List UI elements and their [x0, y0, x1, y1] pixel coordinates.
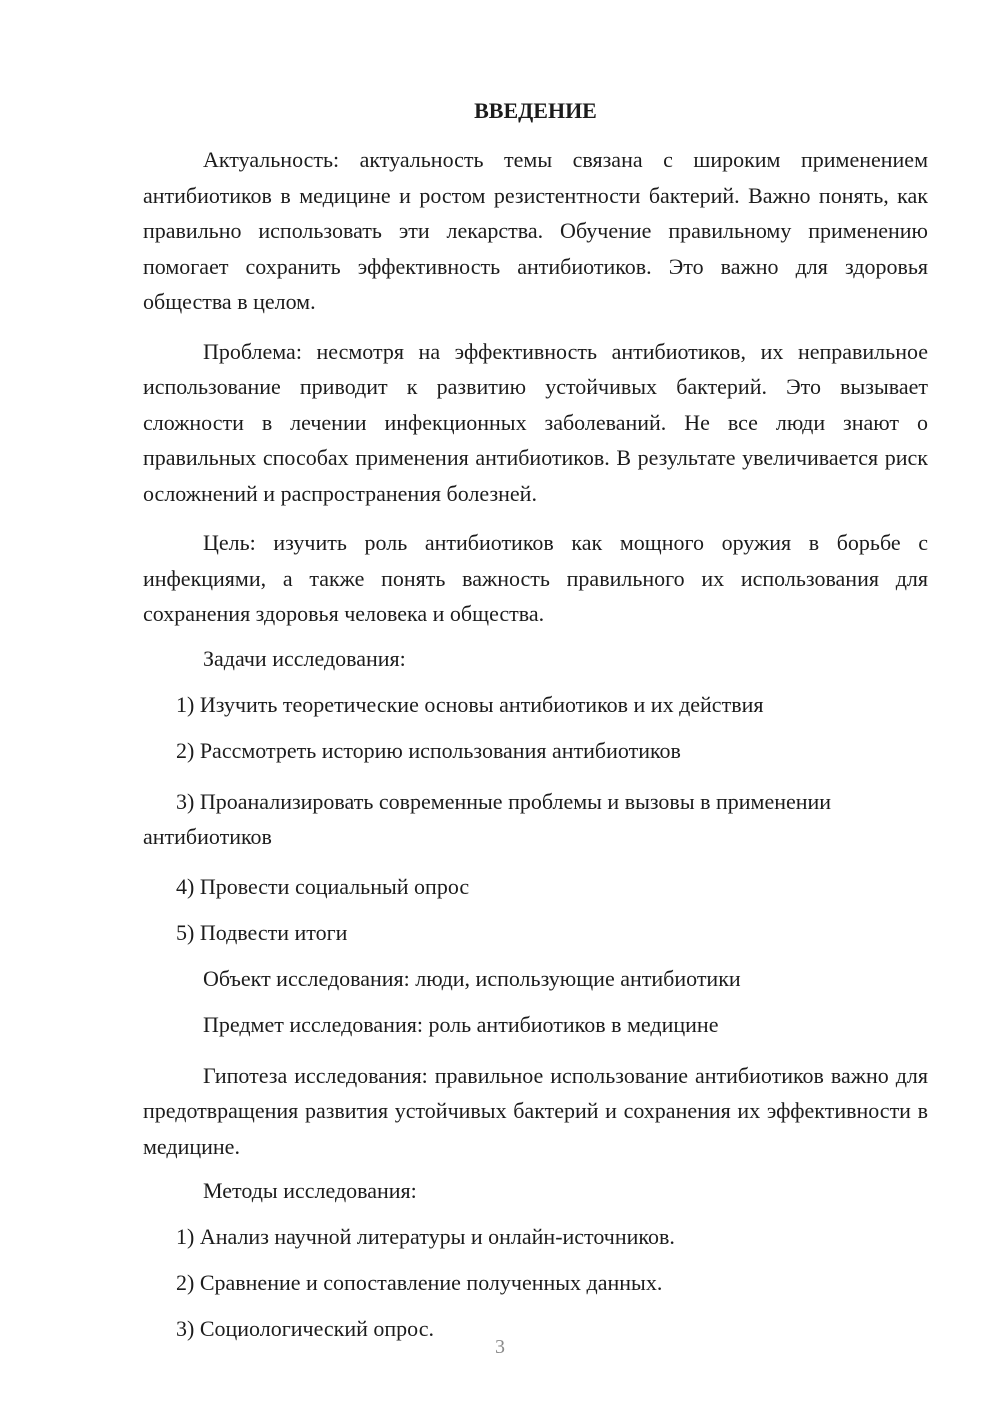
method-item: 3) Социологический опрос. — [176, 1316, 434, 1341]
hypothesis-paragraph: Гипотеза исследования: правильное использование антибиотиков важно для предотвращения развития устойчивых бактерий и сохранения их эффективности в медицине. — [143, 1062, 928, 1159]
section-title: ВВЕДЕНИЕ — [474, 98, 597, 123]
task-item: 5) Подвести итоги — [176, 919, 348, 945]
problem-paragraph: Проблема: несмотря на эффективность антибиотиков, их неправильное использование приводит к развитию устойчивых бактерий. Это вызывает сложности в лечении инфекционных заболеваний. Не все люди знают о правильных способах применения антибиотиков. В результате увеличивается риск осложнений и распространения болезней. — [143, 338, 928, 506]
task-item: 4) Провести социальный опрос — [176, 873, 470, 899]
goal-paragraph: Цель: изучить роль антибиотиков как мощного оружия в борьбе с инфекциями, а также понять важность правильного их использования для сохранения здоровья человека и общества. — [143, 530, 928, 626]
page-number: 3 — [495, 1336, 505, 1358]
methods-heading: Методы исследования: — [203, 1178, 417, 1203]
document-body — [143, 96, 928, 1362]
research-object: Объект исследования: люди, использующие антибиотики — [203, 965, 741, 991]
task-item: 1) Изучить теоретические основы антибиотиков и их действия — [176, 691, 764, 717]
research-subject: Предмет исследования: роль антибиотиков в медицине — [203, 1011, 719, 1037]
task-item: 2) Рассмотреть историю использования антибиотиков — [176, 737, 681, 763]
task-item: 3) Проанализировать современные проблемы и вызовы в применении антибиотиков — [143, 788, 832, 849]
tasks-heading: Задачи исследования: — [203, 645, 406, 671]
method-item: 2) Сравнение и сопоставление полученных данных. — [176, 1270, 663, 1295]
method-item: 1) Анализ научной литературы и онлайн-источников. — [176, 1224, 675, 1249]
relevance-paragraph: Актуальность: актуальность темы связана с широким применением антибиотиков в медицине и ростом резистентности бактерий. Важно понять, как правильно использовать эти лекарства. Обучение правильному применению помогает сохранить эффективность антибиотиков. Это важно для здоровья общества в целом. — [143, 147, 928, 314]
